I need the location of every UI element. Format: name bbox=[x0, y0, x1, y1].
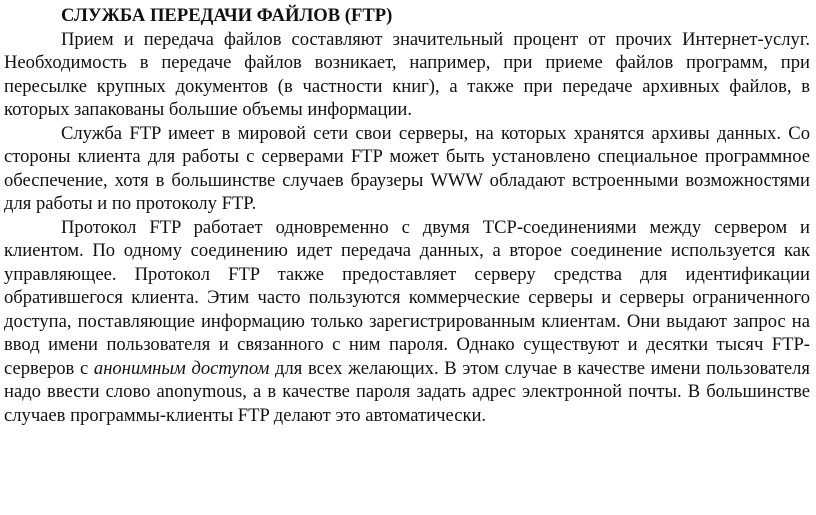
paragraph-3 bbox=[4, 216, 810, 428]
document-body bbox=[4, 4, 810, 427]
paragraph-3-text-end: для всех желающих. В этом случае в качестве имени пользователя надо ввести слово anonymous, а в качестве пароля задать адрес электронной почты. В большинстве случаев программы-клиенты FTP делают это автоматически. bbox=[4, 357, 810, 426]
paragraph-2: Служба FTP имеет в мировой сети свои серверы, на которых хранятся архивы данных. Со стороны клиента для работы с серверами FTP может быть установлено специальное программное обеспечение, хотя в большинстве случаев браузеры WWW обладают встроенными возможностями для работы и по протоколу FTP. bbox=[4, 122, 810, 214]
paragraph-3-text-start: Протокол FTP работает одновременно с двумя TCP-соединениями между сервером и клиентом. По одному соединению идет передача данных, а второе соединение используется как управляющее. Протокол FTP также предоставляет серверу средства для идентификации обратившегося клиента. Этим часто пользуются коммерческие серверы и серверы ограниченного доступа, поставляющие информацию только зарегистрированным клиентам. Они выдают запрос на ввод имени пользователя и связанного с ним пароля. Однако существуют и десятки тысяч FTP-серверов с bbox=[4, 216, 810, 379]
document-title: СЛУЖБА ПЕРЕДАЧИ ФАЙЛОВ (FTP) bbox=[61, 5, 393, 26]
paragraph-1: Прием и передача файлов составляют значительный процент от прочих Интернет-услуг. Необходимость в передаче файлов возникает, например, при приеме файлов программ, при пересылке крупных документов (в частности книг), а также при передаче архивных файлов, в которых запакованы большие объемы информации. bbox=[4, 28, 810, 120]
italic-term: анонимным доступом bbox=[93, 357, 270, 379]
